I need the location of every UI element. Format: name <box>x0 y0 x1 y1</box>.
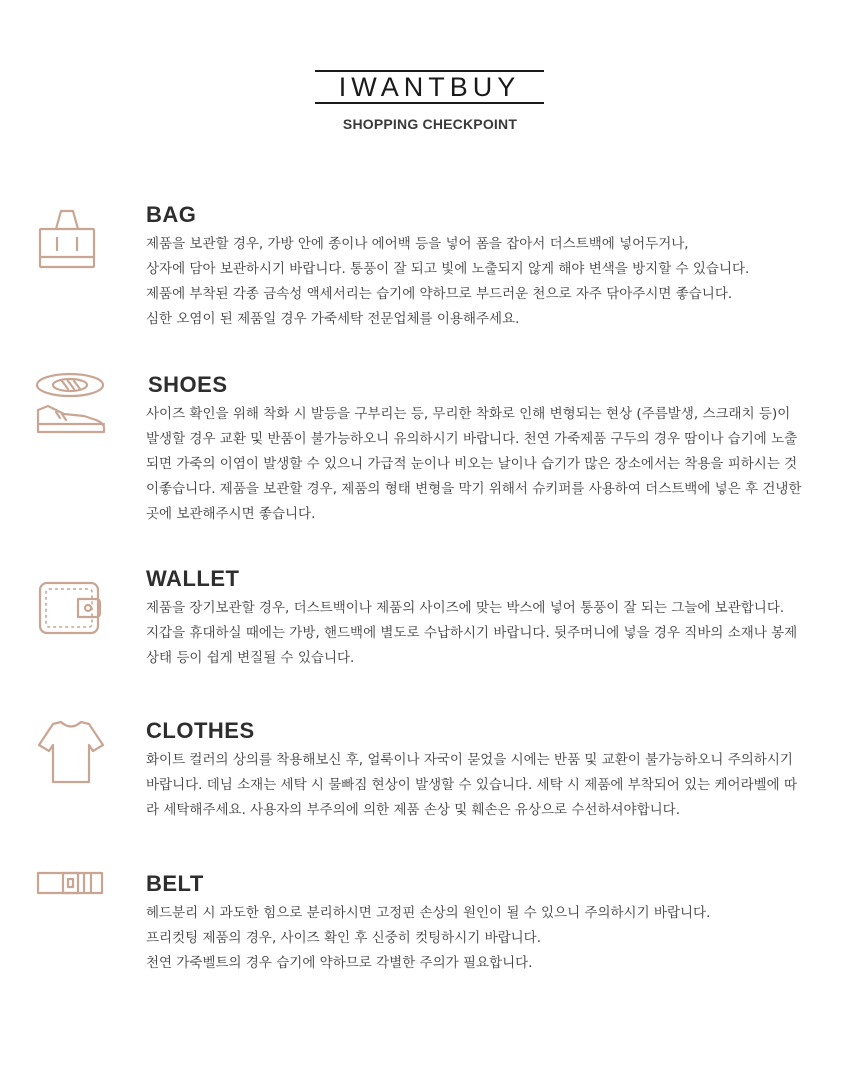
body-line: 상자에 담아 보관하시기 바랍니다. 통풍이 잘 되고 빛에 노출되지 않게 해야 변색을 방지할 수 있습니다. <box>146 261 750 277</box>
section-body-clothes <box>146 748 846 823</box>
bag-icon <box>37 207 97 271</box>
section-title-belt: BELT <box>146 871 204 896</box>
shoes-icon <box>34 372 106 436</box>
body-line: 발생할 경우 교환 및 반품이 불가능하오니 유의하시기 바랍니다. 천연 가죽제품 구두의 경우 땀이나 습기에 노출 <box>146 431 798 447</box>
section-body-belt <box>146 901 846 976</box>
brand-logo <box>315 70 544 104</box>
body-line: 천연 가죽벨트의 경우 습기에 약하므로 각별한 주의가 필요합니다. <box>146 955 533 971</box>
body-line: 화이트 컬러의 상의를 착용해보신 후, 얼룩이나 자국이 묻었을 시에는 반품 및 교환이 불가능하오니 주의하시기 <box>146 752 793 768</box>
logo-bottom-rule <box>315 102 544 104</box>
belt-icon <box>36 870 104 896</box>
section-body-shoes <box>146 402 846 527</box>
body-line: 되면 가죽의 이염이 발생할 수 있으니 가급적 눈이나 비오는 날이나 습기가 많은 장소에서는 착용을 피하시는 것 <box>146 456 798 472</box>
wallet-icon <box>38 581 102 635</box>
section-body-bag <box>146 232 846 332</box>
body-line: 심한 오염이 된 제품일 경우 가죽세탁 전문업체를 이용해주세요. <box>146 311 520 327</box>
body-line: 헤드분리 시 과도한 힘으로 분리하시면 고정핀 손상의 원인이 될 수 있으니 주의하시기 바랍니다. <box>146 905 711 921</box>
body-line: 지갑을 휴대하실 때에는 가방, 핸드백에 별도로 수납하시기 바랍니다. 뒷주머니에 넣을 경우 직바의 소재나 봉제 <box>146 625 798 641</box>
body-line: 제품에 부착된 각종 금속성 액세서리는 습기에 약하므로 부드러운 천으로 자주 닦아주시면 좋습니다. <box>146 286 733 302</box>
body-line: 곳에 보관해주시면 좋습니다. <box>146 506 316 522</box>
logo-text: IWANTBUY <box>338 72 521 102</box>
section-title-clothes: CLOTHES <box>146 718 255 743</box>
body-line: 사이즈 확인을 위해 착화 시 발등을 구부리는 등, 무리한 착화로 인해 변형되는 현상 (주름발생, 스크래치 등)이 <box>146 406 791 422</box>
body-line: 제품을 보관할 경우, 가방 안에 종이나 에어백 등을 넣어 폼을 잡아서 더스트백에 넣어두거나, <box>146 236 689 252</box>
body-line: 이좋습니다. 제품을 보관할 경우, 제품의 형태 변형을 막기 위해서 슈키퍼를 사용하여 더스트백에 넣은 후 건냉한 <box>146 481 802 497</box>
body-line: 라 세탁해주세요. 사용자의 부주의에 의한 제품 손상 및 훼손은 유상으로 수선하셔야합니다. <box>146 802 681 818</box>
section-title-bag: BAG <box>146 202 197 227</box>
section-title-shoes: SHOES <box>148 372 228 397</box>
tshirt-icon <box>37 719 105 785</box>
body-line: 프리컷팅 제품의 경우, 사이즈 확인 후 신중히 컷팅하시기 바랍니다. <box>146 930 542 946</box>
body-line: 제품을 장기보관할 경우, 더스트백이나 제품의 사이즈에 맞는 박스에 넣어 통풍이 잘 되는 그늘에 보관합니다. <box>146 600 785 616</box>
section-title-wallet: WALLET <box>146 566 240 591</box>
section-body-wallet <box>146 596 846 671</box>
page-subtitle: SHOPPING CHECKPOINT <box>342 116 518 132</box>
body-line: 바랍니다. 데님 소재는 세탁 시 물빠짐 현상이 발생할 수 있습니다. 세탁 시 제품에 부착되어 있는 케어라벨에 따 <box>146 777 798 793</box>
body-line: 상태 등이 쉽게 변질될 수 있습니다. <box>146 650 355 666</box>
